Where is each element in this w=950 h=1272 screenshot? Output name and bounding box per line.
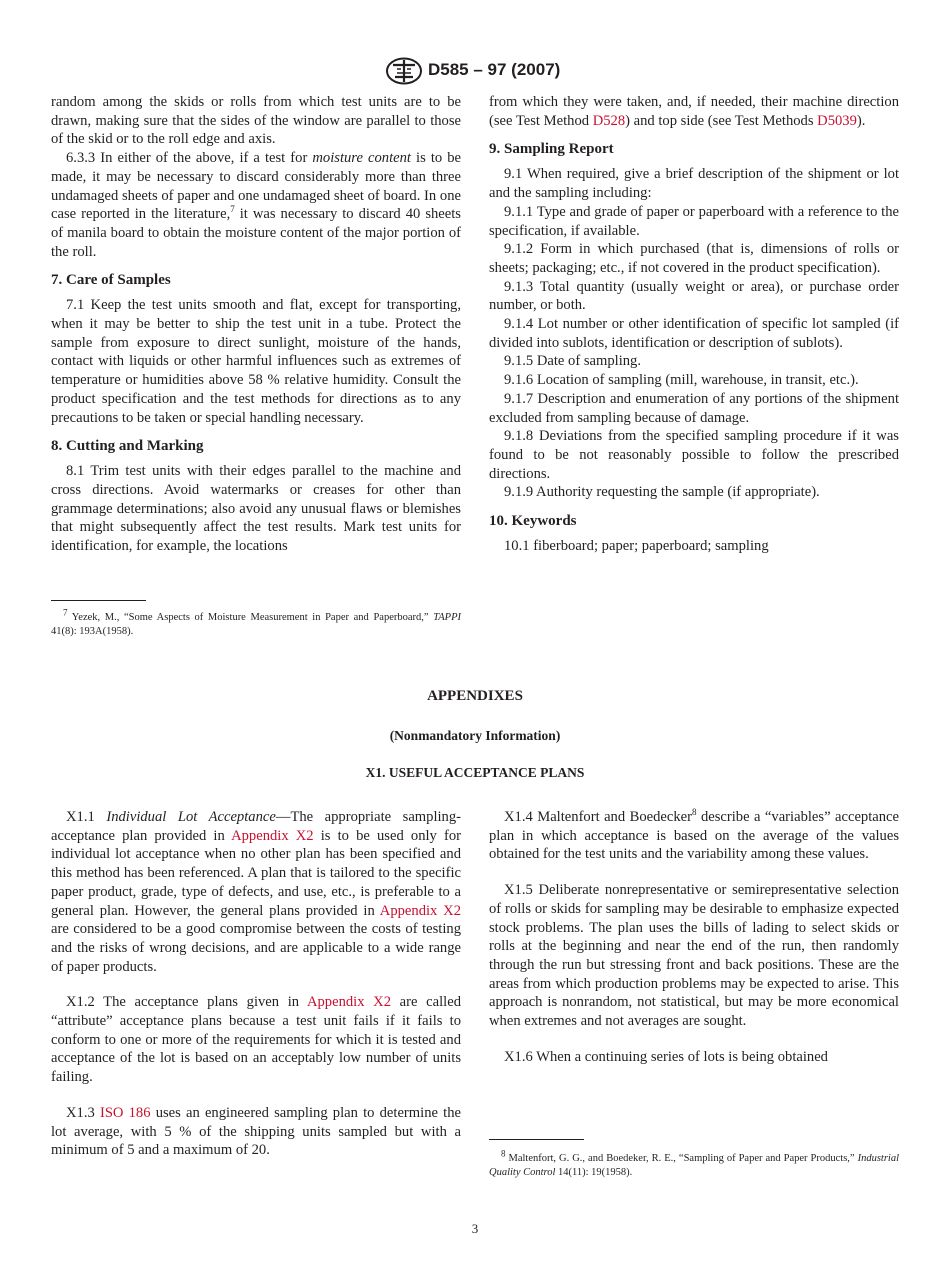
paragraph-x1-4: X1.4 Maltenfort and Boedecker$^8$ describe a “variables” acceptance plan in which acceptance is based on the average of the values obtained for the test units and the variability among these values. bbox=[489, 807, 899, 863]
paragraph-9-1: 9.1 When required, give a brief description of the shipment or lot and the sampling including: bbox=[489, 166, 899, 202]
section-10-heading: 10. Keywords bbox=[489, 513, 577, 530]
astm-logo-icon bbox=[385, 57, 423, 85]
link-d528[interactable]: D528 bbox=[592, 112, 626, 129]
right-column-bottom bbox=[489, 808, 899, 1066]
paragraph-x1-5: X1.5 Deliberate nonrepresentative or semirepresentative selection of rolls or skids for sampling may be desirable to emphasize expected stock problems. The plan uses the bills of lading to select skids or rolls at the beginning and near the end of the run, then randomly through the run but stressing front and back positions. These are the areas from which production problems may be expected to arise. This approach is nonrandom, not statistical, but may be more economical when extremes and not averages are sought. bbox=[489, 882, 899, 1030]
page-header bbox=[0, 57, 950, 87]
paragraph-7-1: 7.1 Keep the test units smooth and flat, except for transporting, when it may be better to ship the test unit in a tube. Protect the sample from exposure to direct sunlight, moisture of the hands, contact with liquids or other harmful influences such as extremes of temperature or humidities above 58 % relative humidity. Consult the product specification and the test methods for directions as to any precautions to be taken or special handling necessary. bbox=[51, 297, 461, 426]
paragraph-x1-6: X1.6 When a continuing series of lots is being obtained bbox=[504, 1048, 828, 1065]
standard-designation: D585 – 97 (2007) bbox=[428, 60, 561, 79]
paragraph-9-1-6: 9.1.6 Location of sampling (mill, warehouse, in transit, etc.). bbox=[504, 372, 859, 389]
paragraph-x1-3: X1.3 ISO 186 uses an engineered sampling plan to determine the lot average, with 5 % of the shipping units sampled but with a minimum of 5 and a maximum of 20. bbox=[51, 1104, 461, 1159]
section-8-heading: 8. Cutting and Marking bbox=[51, 438, 204, 455]
paragraph-x1-1: X1.1 Individual Lot Acceptance—The appropriate sampling-acceptance plan provided in Appendix X2 is to be used only for individual lot acceptance when no other plan has been specified and this method has been referenced. A plan that is tailored to the specific paper product, grade, type of defects, and use, etc., is preferable to a general plan. However, the general plans provided in Appendix X2 are considered to be a good compromise between the costs of testing and the risks of wrong decisions, and are applicable to a wide range of paper products. bbox=[51, 809, 462, 975]
paragraph-9-1-2: 9.1.2 Form in which purchased (that is, dimensions of rolls or sheets; packaging; etc., if not covered in the product specification). bbox=[489, 241, 899, 276]
link-d5039[interactable]: D5039 bbox=[817, 112, 857, 129]
paragraph-9-1-8: 9.1.8 Deviations from the specified sampling procedure if it was found to be not reasonably possible to follow the prescribed directions. bbox=[489, 428, 899, 482]
right-column-top bbox=[489, 93, 899, 556]
paragraph-9-1-1: 9.1.1 Type and grade of paper or paperboard with a reference to the specification, if available. bbox=[489, 203, 899, 239]
section-9-heading: 9. Sampling Report bbox=[489, 141, 614, 158]
link-iso-186[interactable]: ISO 186 bbox=[99, 1104, 151, 1121]
link-appendix-x2[interactable]: Appendix X2 bbox=[379, 902, 462, 919]
footnote-ref-8: 8 bbox=[692, 807, 697, 818]
footnote-8: $^8$ Maltenfort, G. G., and Boedeker, R. E., “Sampling of Paper and Paper Products,” Industrial Quality Control 14(11): 19(1958). bbox=[489, 1148, 899, 1178]
footnote-rule bbox=[51, 600, 146, 601]
link-appendix-x2[interactable]: Appendix X2 bbox=[231, 827, 314, 844]
paragraph-6-3-3: 6.3.3 In either of the above, if a test for moisture content is to be made, it may be necessary to discard considerably more than three undamaged sheets of paper and one undamaged sheet of board. In one case reported in the literature,$^7$ it was necessary to discard 40 sheets of manila board to obtain the moisture content of the major portion of the roll. bbox=[51, 150, 462, 260]
paragraph-10-1: 10.1 fiberboard; paper; paperboard; sampling bbox=[504, 538, 769, 555]
footnote-7: $^7$ Yezek, M., “Some Aspects of Moisture Measurement in Paper and Paperboard,” TAPPI 41(8): 193A(1958). bbox=[51, 607, 461, 637]
nonmandatory-subtitle: (Nonmandatory Information) bbox=[389, 728, 561, 743]
paragraph-9-1-3: 9.1.3 Total quantity (usually weight or area), or purchase order number, or both. bbox=[489, 278, 899, 314]
paragraph-x1-2: X1.2 The acceptance plans given in Appendix X2 are called “attribute” acceptance plans because a test unit fails if it fails to conform to one or more of the requirements for which it is tested and acceptance of the lot is based on an acceptably low number of units failing. bbox=[51, 994, 461, 1086]
section-7-heading: 7. Care of Samples bbox=[51, 272, 171, 289]
paragraph-continued-right: from which they were taken, and, if needed, their machine direction (see Test Method D528) and top side (see Test Methods D5039). bbox=[489, 94, 899, 129]
paragraph-continued: random among the skids or rolls from which test units are to be drawn, making sure that the sides of the window are parallel to those of the skid or to the roll edge and axis. bbox=[51, 94, 461, 148]
left-column-top bbox=[51, 93, 461, 556]
paragraph-9-1-9: 9.1.9 Authority requesting the sample (if appropriate). bbox=[504, 484, 820, 501]
x1-heading: X1. USEFUL ACCEPTANCE PLANS bbox=[365, 765, 585, 780]
left-column-bottom bbox=[51, 808, 461, 1160]
paragraph-9-1-5: 9.1.5 Date of sampling. bbox=[504, 353, 641, 370]
footnote-rule bbox=[489, 1139, 584, 1140]
paragraph-8-1: 8.1 Trim test units with their edges parallel to the machine and cross directions. Avoid watermarks or creases for other than grammage determinations; also avoid any unusual flaws or blemishes that might subsequently affect the test results. Mark test units for identification, for example, the locations bbox=[51, 463, 461, 555]
footnote-ref-7: 7 bbox=[230, 204, 235, 215]
paragraph-9-1-7: 9.1.7 Description and enumeration of any portions of the shipment excluded from sampling because of damage. bbox=[489, 390, 899, 426]
page-number: 3 bbox=[471, 1221, 479, 1236]
appendixes-title: APPENDIXES bbox=[427, 688, 523, 704]
link-appendix-x2[interactable]: Appendix X2 bbox=[306, 994, 392, 1011]
paragraph-9-1-4: 9.1.4 Lot number or other identification of specific lot sampled (if divided into sublots, identification or description of sublots). bbox=[489, 316, 899, 351]
